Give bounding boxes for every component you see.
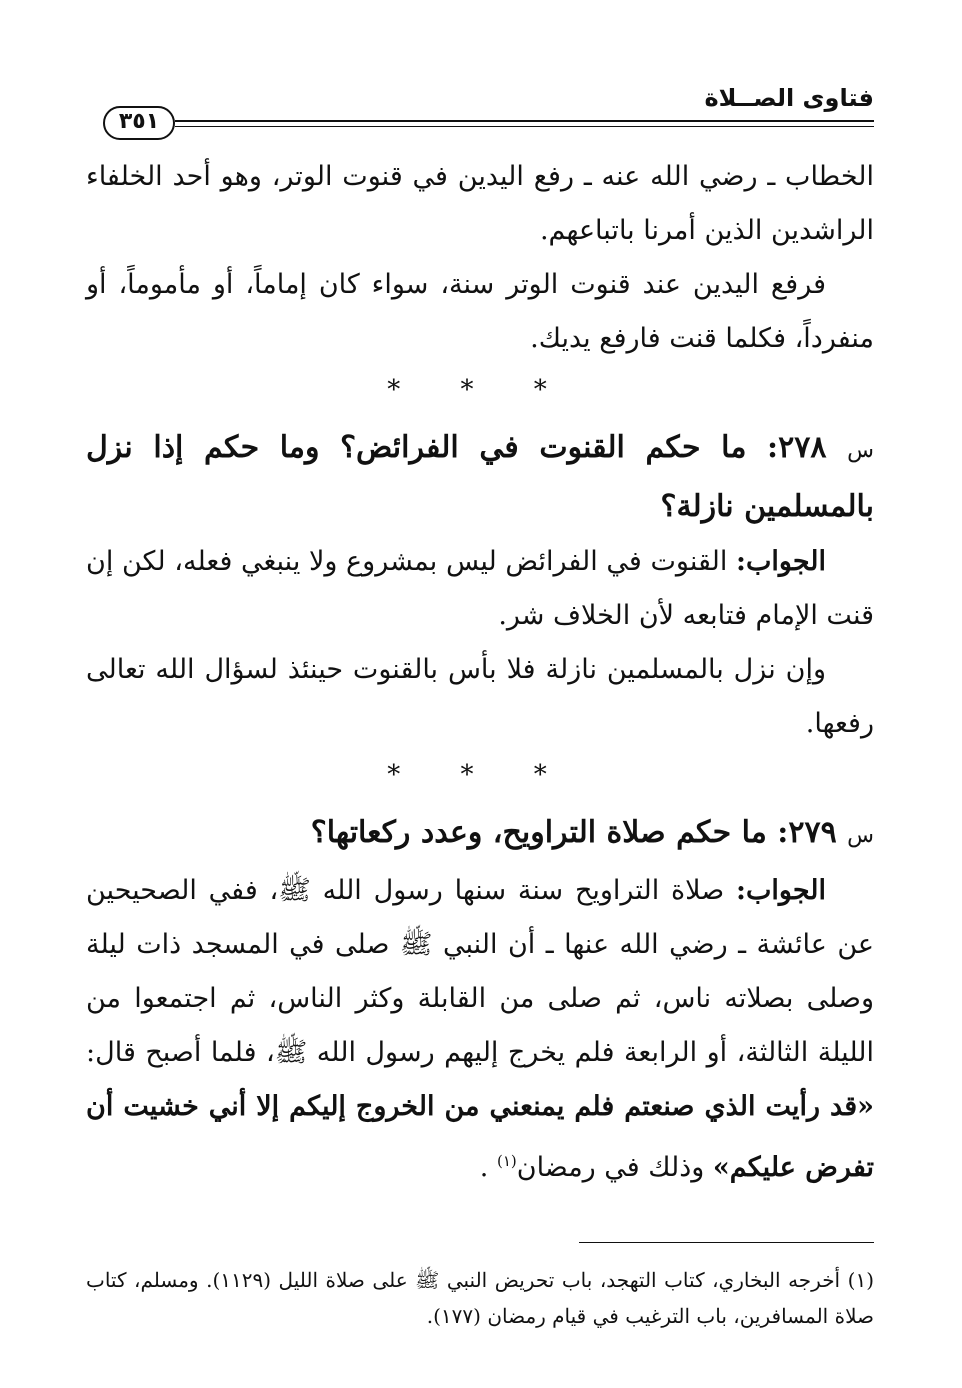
paragraph-continuation: الخطاب ـ رضي الله عنه ـ رفع اليدين في قنوت الوتر، وهو أحد الخلفاء الراشدين الذين أمرنا باتباعهم. (86, 161, 874, 246)
answer-279-end-mark: . (479, 1152, 489, 1183)
question-mark-279: س (847, 823, 874, 848)
answer-279 (86, 864, 874, 1195)
answer-278-text: القنوت في الفرائض ليس بمشروع ولا ينبغي فعله، لكن إن قنت الإمام فتابعه لأن الخلاف شر. (86, 546, 874, 631)
footnotes (86, 1262, 874, 1334)
header-rule-top (175, 120, 874, 122)
question-278-text: ٢٧٨: ما حكم القنوت في الفرائض؟ وما حكم إذا نزل بالمسلمين نازلة؟ (86, 430, 874, 524)
answer-278-label: الجواب: (736, 546, 826, 577)
answer-279-text-end: وذلك في رمضان (516, 1152, 705, 1183)
answer-278 (86, 535, 874, 643)
answer-279-label: الجواب: (736, 875, 826, 906)
page-number: ٣٥١ (103, 106, 175, 140)
paragraph-raise-hands: فرفع اليدين عند قنوت الوتر سنة، سواء كان إماماً، أو مأموماً، أو منفرداً، فكلما قنت فارفع يديك. (86, 269, 874, 354)
question-279-text: ٢٧٩: ما حكم صلاة التراويح، وعدد ركعاتها؟ (310, 815, 837, 850)
footnote-1: (١) أخرجه البخاري، كتاب التهجد، باب تحريض النبي ﷺ على صلاة الليل (١١٢٩). ومسلم، كتاب صلاة المسافرين، باب الترغيب في قيام رمضان (١٧٧). (86, 1268, 874, 1328)
section-separator-2: * * * (387, 760, 573, 790)
question-mark-278: س (847, 438, 874, 463)
footnote-rule (579, 1242, 874, 1243)
answer-279-text-start: صلاة التراويح سنة سنها رسول الله ﷺ، ففي الصحيحين عن عائشة ـ رضي الله عنها ـ أن النبي ﷺ صلى في المسجد ذات ليلة وصلى بصلاته ناس، ثم صلى من القابلة وكثر الناس، ثم اجتمعوا من الليلة الثالثة، أو الرابعة فلم يخرج إليهم رسول الله ﷺ، فلما أصبح قال: (86, 875, 874, 1068)
header-rule-bottom (175, 126, 874, 127)
section-separator: * * * (387, 375, 573, 405)
answer-278-continuation: وإن نزل بالمسلمين نازلة فلا بأس بالقنوت حينئذ لسؤال الله تعالى رفعها. (86, 654, 874, 739)
page-body (86, 150, 874, 1195)
question-278 (86, 420, 874, 535)
hadith-quote: «قد رأيت الذي صنعتم فلم يمنعني من الخروج إليكم إلا أني خشيت أن تفرض عليكم» (86, 1091, 874, 1183)
footnote-reference: (١) (496, 1152, 517, 1170)
question-279 (86, 805, 874, 864)
running-header-title: فتاوى الصــلاة (704, 84, 874, 112)
